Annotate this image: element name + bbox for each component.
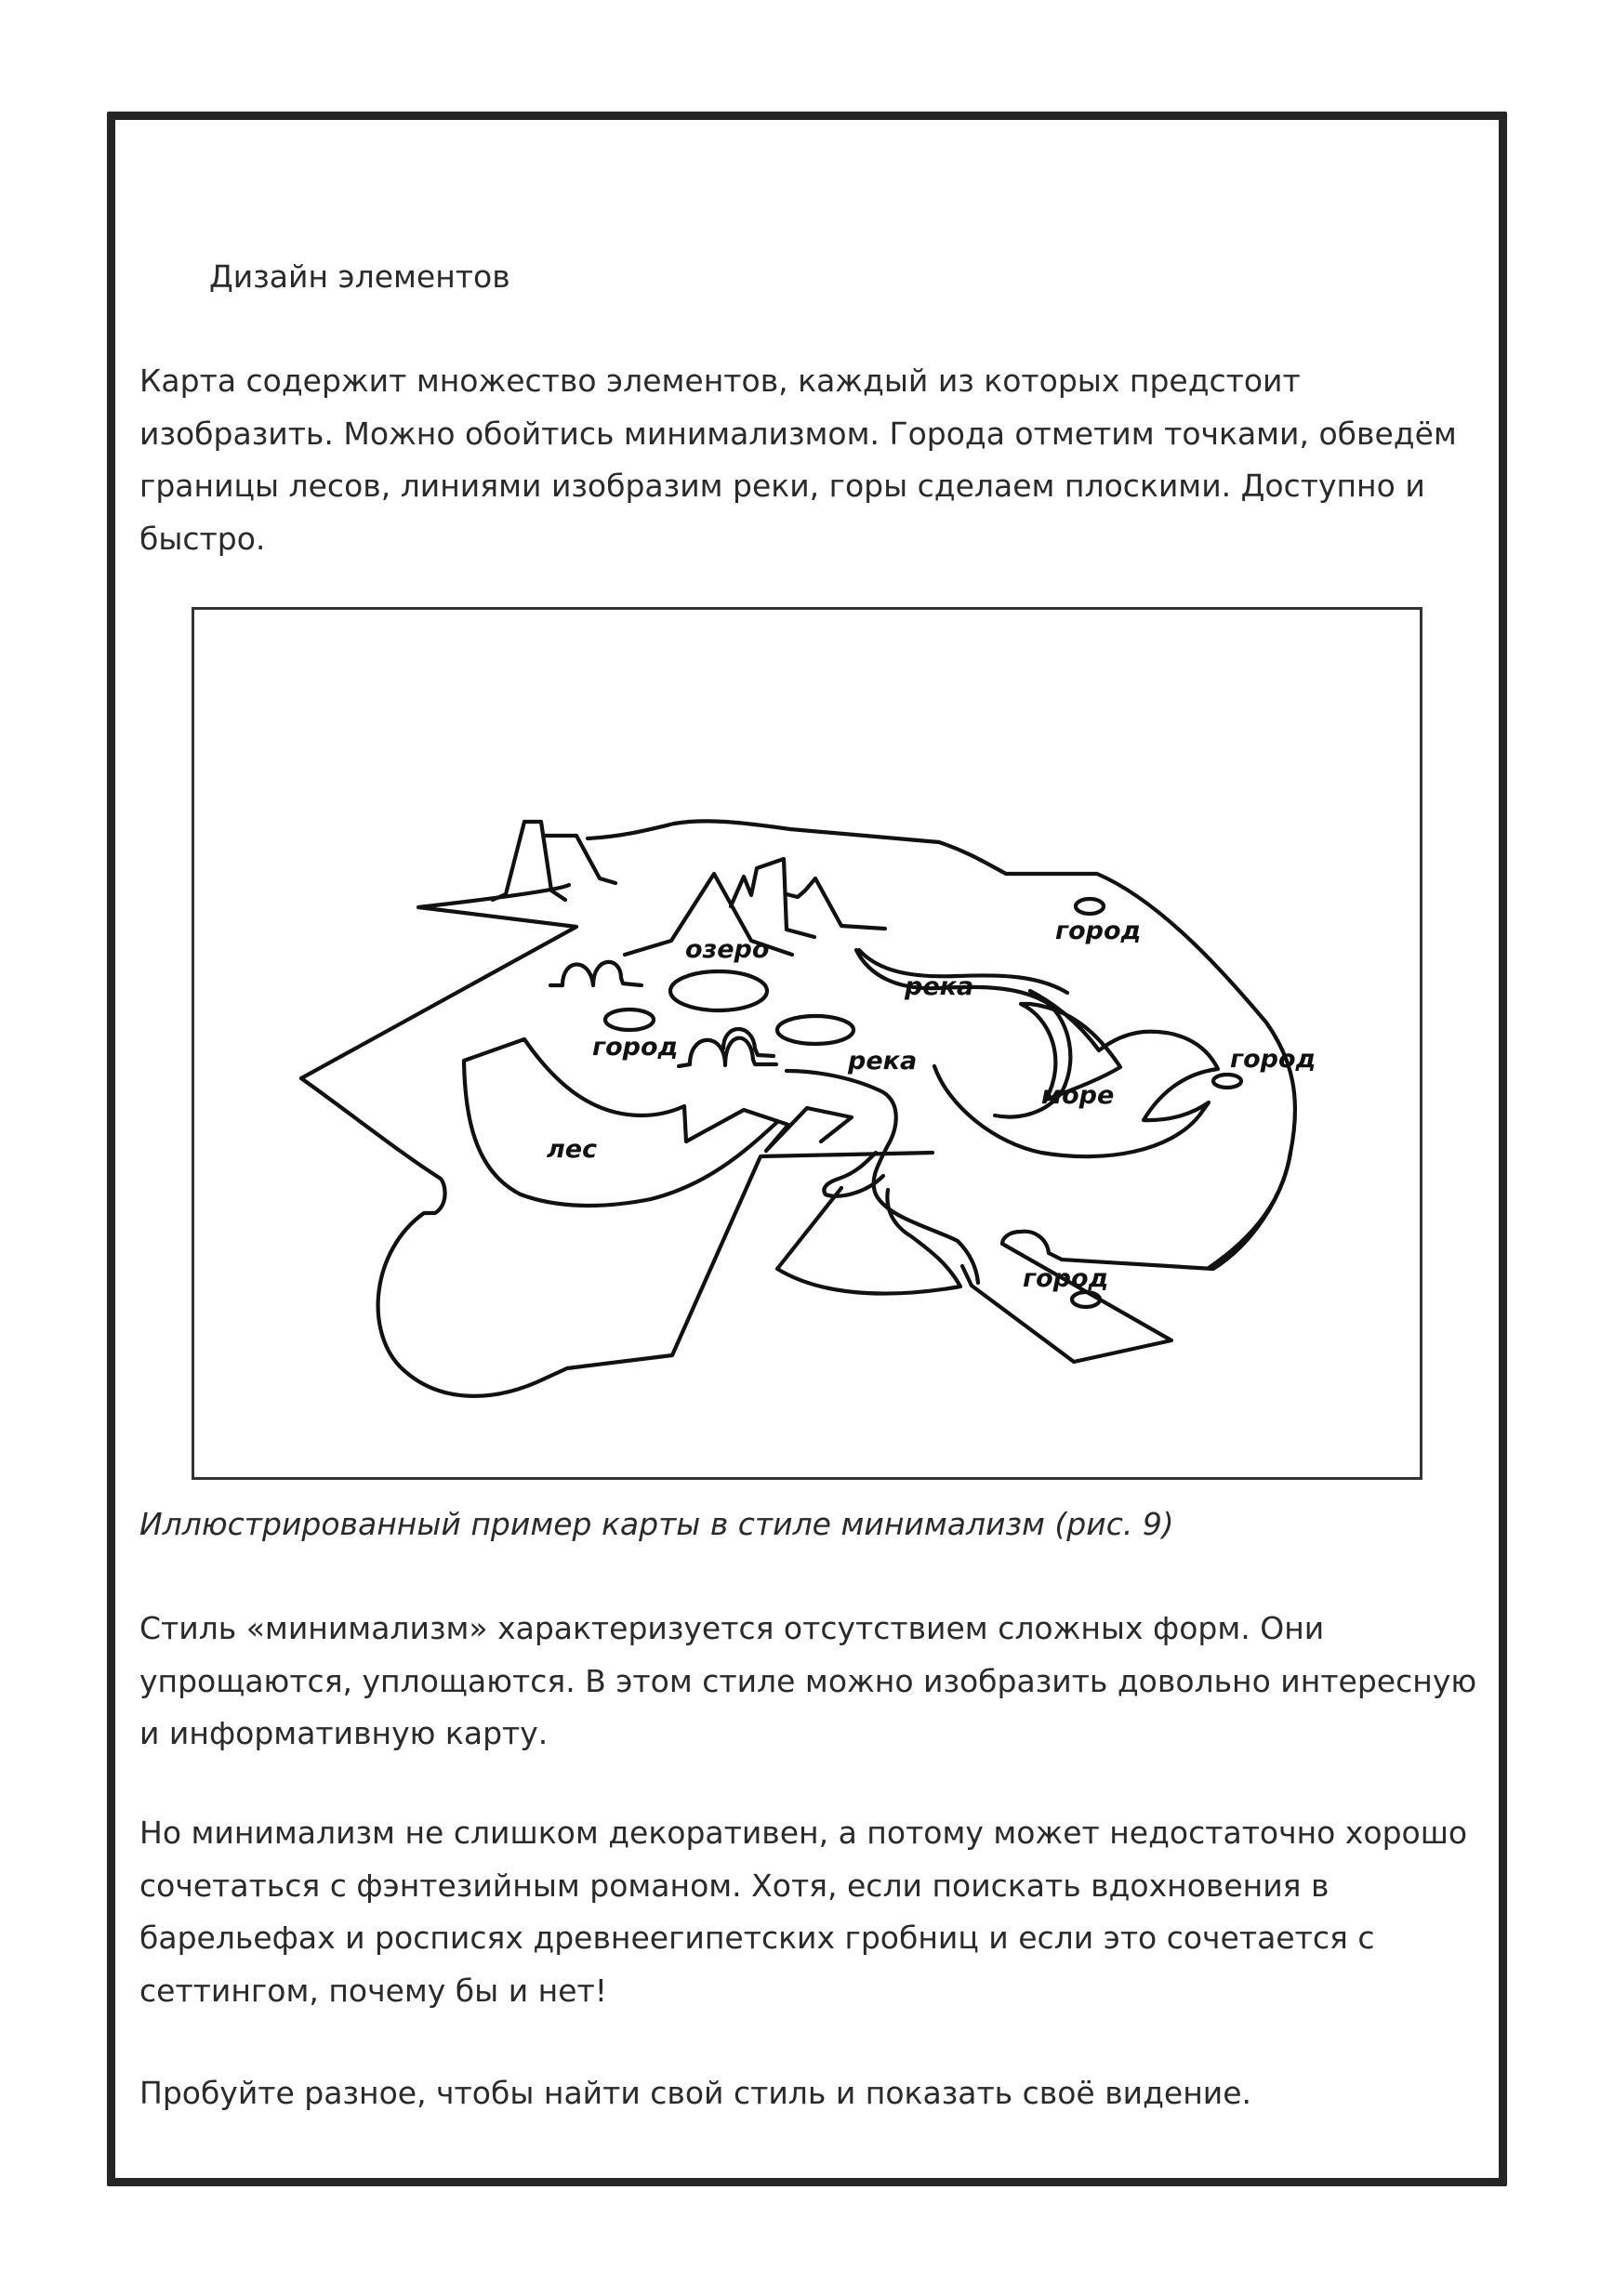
text-line: Карта содержит множество элементов, каждый из которых предстоит — [139, 363, 1301, 399]
label-lake: озеро — [685, 935, 770, 964]
closing-paragraph — [139, 2067, 1478, 2120]
label-city-west: город — [592, 1033, 679, 1062]
figure-caption: Иллюстрированный пример карты в стиле минимализм (рис. 9) — [139, 1506, 1174, 1542]
label-city-northeast: город — [1055, 917, 1142, 945]
text-line: и информативную карту. — [139, 1715, 549, 1751]
intro-paragraph — [139, 355, 1478, 565]
text-line: сочетаться с фэнтезийным романом. Хотя, если поискать вдохновения в — [139, 1867, 1330, 1904]
text-line: Пробуйте разное, чтобы найти свой стиль и показать своё видение. — [139, 2075, 1252, 2111]
decor-paragraph — [139, 1807, 1478, 2017]
label-forest: лес — [547, 1135, 598, 1164]
text-line: изобразить. Можно обойтись минимализмом. Города отметим точками, обведём — [139, 415, 1457, 452]
figure-frame — [192, 607, 1422, 1480]
label-city-south: город — [1023, 1264, 1109, 1293]
text-line: сеттингом, почему бы и нет! — [139, 1972, 607, 2009]
label-river-lower: река — [848, 1047, 918, 1075]
text-line: быстро. — [139, 520, 266, 557]
label-river-upper: река — [905, 972, 974, 1001]
text-line: упрощаются, уплощаются. В этом стиле можно изобразить довольно интересную — [139, 1662, 1477, 1699]
text-line: границы лесов, линиями изобразим реки, горы сделаем плоскими. Доступно и — [139, 468, 1425, 504]
text-line: Стиль «минимализм» характеризуется отсутствием сложных форм. Они — [139, 1610, 1325, 1646]
text-line: барельефах и росписях древнеегипетских гробниц и если это сочетается с — [139, 1920, 1375, 1956]
label-city-east: город — [1230, 1045, 1316, 1074]
text-line: Но минимализм не слишком декоративен, а потому может недостаточно хорошо — [139, 1814, 1468, 1851]
style-paragraph — [139, 1603, 1478, 1761]
label-sea: море — [1041, 1081, 1115, 1110]
section-heading: Дизайн элементов — [209, 258, 510, 295]
